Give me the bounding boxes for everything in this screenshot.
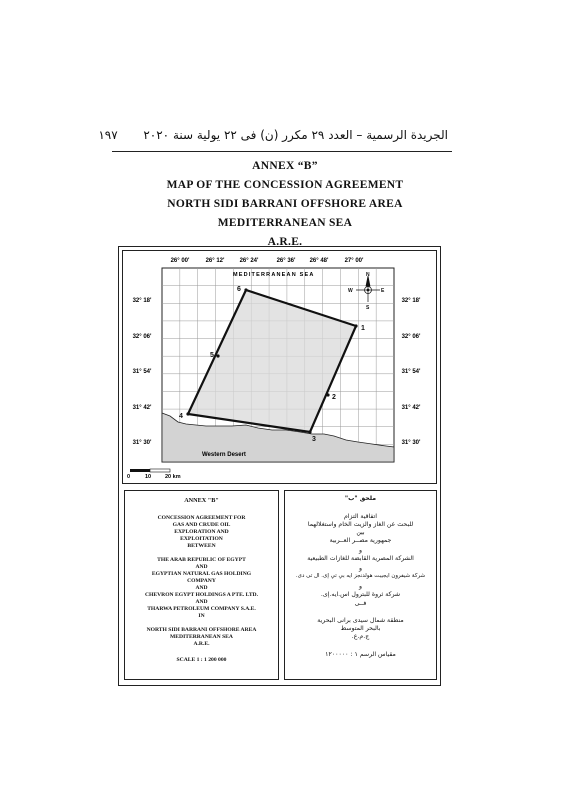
point-marker xyxy=(186,412,189,415)
en-scale-line: SCALE 1 : 1 200 000 xyxy=(176,657,227,663)
en-line: THE ARAB REPUBLIC OF EGYPT xyxy=(157,557,246,563)
point-label: 4 xyxy=(179,413,183,420)
en-line: IN xyxy=(198,613,205,619)
en-line: MEDITERRANEAN SEA xyxy=(170,634,233,640)
en-line: THARWA PETROLEUM COMPANY S.A.E. xyxy=(147,606,256,612)
point-marker xyxy=(216,354,219,357)
en-line: A.R.E. xyxy=(193,641,210,647)
en-line: CHEVRON EGYPT HOLDINGS A PTE. LTD. xyxy=(145,592,258,598)
point-label: 3 xyxy=(312,436,316,443)
en-line: COMPANY xyxy=(187,578,216,584)
land-label: Western Desert xyxy=(202,452,246,458)
en-line: AND xyxy=(195,585,208,591)
point-label: 5 xyxy=(210,352,214,359)
en-line: NORTH SIDI BARRANI OFFSHORE AREA xyxy=(146,627,257,633)
en-line: EGYPTIAN NATURAL GAS HOLDING xyxy=(151,571,252,577)
en-line: EXPLOITATION xyxy=(180,536,223,542)
compass-e: E xyxy=(381,288,385,294)
latitude-label-right: 31° 54' xyxy=(401,369,421,375)
page-number: ١٩٧ xyxy=(98,128,118,142)
longitude-label: 26° 12' xyxy=(205,258,225,264)
header-title: الجريدة الرسمية – العدد ٢٩ مكرر (ن) فى ٢٢ يولية سنة ٢٠٢٠ xyxy=(143,128,448,142)
ar-line: فــى xyxy=(354,600,367,607)
latitude-label-right: 31° 30' xyxy=(401,440,421,446)
en-line: BETWEEN xyxy=(187,543,216,549)
point-marker xyxy=(326,393,329,396)
latitude-label-left: 31° 42' xyxy=(132,405,152,411)
scale-label: 0 xyxy=(127,474,131,480)
scale-label: 20 km xyxy=(165,474,181,480)
latitude-label-left: 31° 54' xyxy=(132,369,152,375)
point-marker xyxy=(354,324,357,327)
compass-n: N xyxy=(366,272,370,278)
ar-line: شركة ثروة للبترول اس.ايه.إى. xyxy=(320,591,401,598)
longitude-label: 26° 48' xyxy=(309,258,329,264)
en-line: GAS AND CRUDE OIL xyxy=(172,522,231,528)
arabic-legend-box xyxy=(284,490,437,680)
longitude-label: 26° 36' xyxy=(276,258,296,264)
ar-line: ملحق "ب" xyxy=(344,495,377,502)
annex-title: ANNEX “B” xyxy=(252,160,318,172)
ar-line: شركة شيفرون ايجيبت هولدنجز ايه بي تي إى. ال تى دى. xyxy=(295,573,426,579)
country-title: A.R.E. xyxy=(267,236,303,248)
sea-label: MEDITERRANEAN SEA xyxy=(233,272,315,278)
ar-scale-line: مقياس الرسم ١ : ١٢٠٠٠٠٠ xyxy=(325,651,396,658)
ar-line: الشركة المصرية القابضة للغازات الطبيعية xyxy=(307,555,414,562)
ar-line: جمهورية مصــر العــربية xyxy=(329,537,392,544)
map-title: MAP OF THE CONCESSION AGREEMENT xyxy=(166,179,404,191)
ar-line: و xyxy=(359,547,362,554)
ar-line: منطقة شمال سيدى برانى البحرية xyxy=(317,617,404,624)
en-line: AND xyxy=(195,599,208,605)
ar-line: و xyxy=(359,565,362,572)
latitude-label-right: 31° 42' xyxy=(401,405,421,411)
point-marker xyxy=(308,430,311,433)
scale-bar xyxy=(130,469,170,472)
point-label: 6 xyxy=(237,286,241,293)
point-label: 1 xyxy=(361,325,365,332)
en-line: CONCESSION AGREEMENT FOR xyxy=(157,515,246,521)
en-line: ANNEX "B" xyxy=(184,497,219,504)
longitude-label: 27° 00' xyxy=(344,258,364,264)
en-line: AND xyxy=(195,564,208,570)
english-legend-box xyxy=(124,490,279,680)
sea-title: MEDITERRANEAN SEA xyxy=(217,217,353,229)
ar-line: اتفاقية التزام xyxy=(343,513,377,520)
point-label: 2 xyxy=(332,394,336,401)
latitude-label-left: 32° 18' xyxy=(132,298,152,304)
latitude-label-left: 32° 06' xyxy=(132,334,152,340)
longitude-label: 26° 24' xyxy=(239,258,259,264)
compass-w: W xyxy=(348,288,353,294)
en-line: EXPLORATION AND xyxy=(174,529,229,535)
ar-line: بالبحر المتوسط xyxy=(340,625,381,632)
ar-line: و xyxy=(359,583,362,590)
latitude-label-right: 32° 06' xyxy=(401,334,421,340)
point-marker xyxy=(244,288,247,291)
area-title: NORTH SIDI BARRANI OFFSHORE AREA xyxy=(167,198,403,210)
ar-line: بين xyxy=(356,529,365,536)
latitude-label-left: 31° 30' xyxy=(132,440,152,446)
longitude-label: 26° 00' xyxy=(170,258,190,264)
ar-line: ج.م.ع. xyxy=(351,633,370,640)
latitude-label-right: 32° 18' xyxy=(401,298,421,304)
scale-label: 10 xyxy=(145,474,152,480)
ar-line: للبحث عن الغاز والزيت الخام واستغلالهما xyxy=(307,521,414,528)
compass-s: S xyxy=(366,305,370,311)
